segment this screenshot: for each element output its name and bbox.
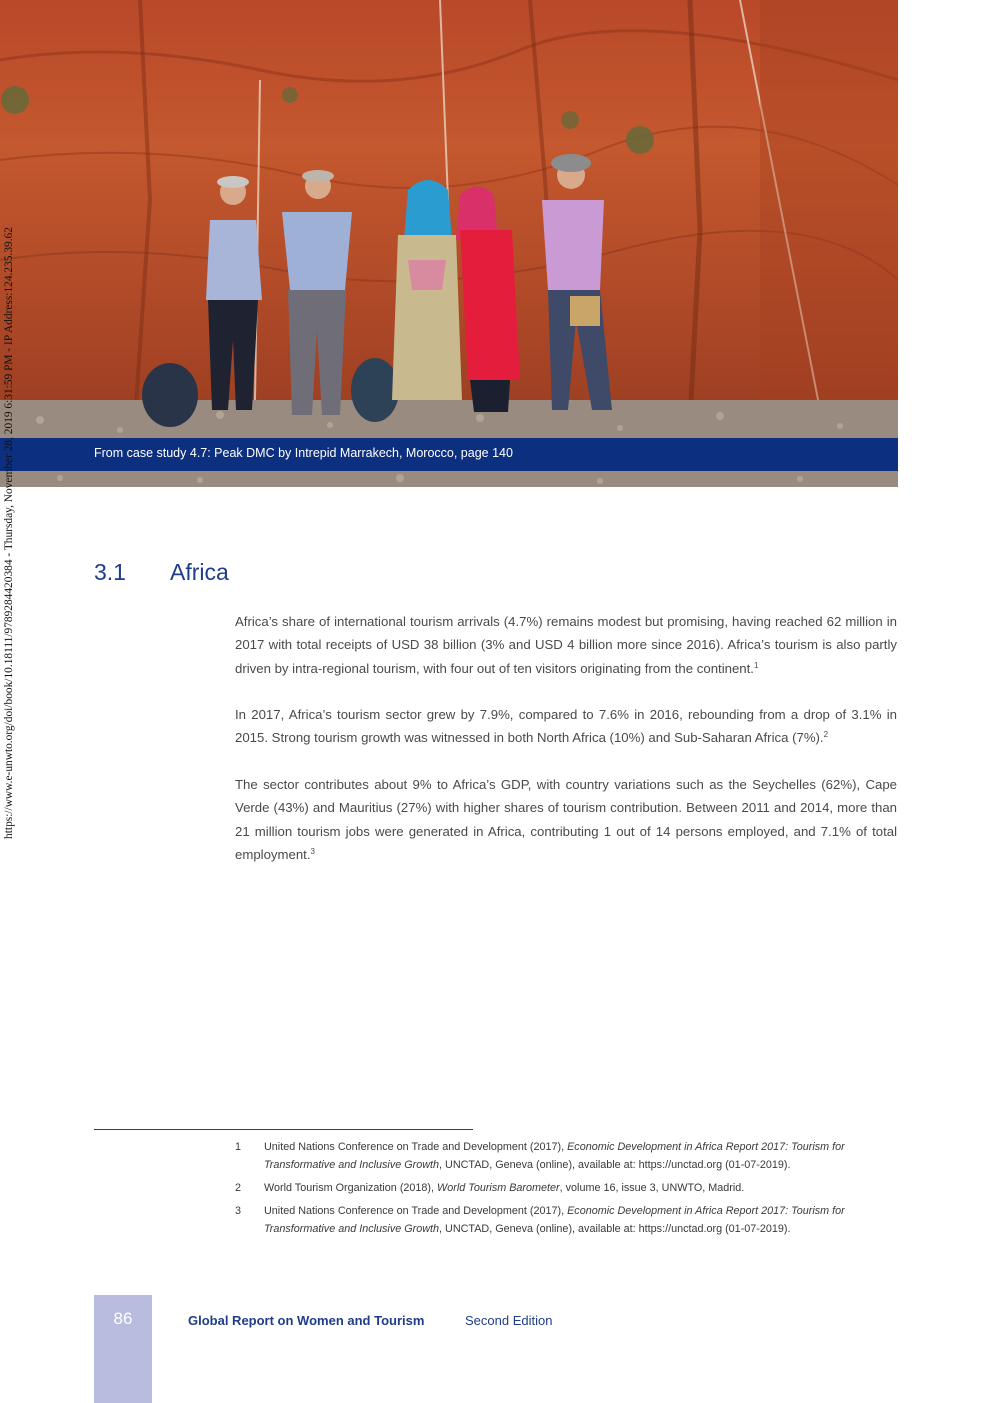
person-figure (282, 170, 352, 415)
footnote-marker[interactable]: 3 (310, 846, 315, 856)
footnote-number: 3 (235, 1205, 242, 1217)
footer-edition: Second Edition (465, 1313, 553, 1328)
footnotes (235, 1138, 897, 1243)
footnote-text: United Nations Conference on Trade and Development (2017), Economic Development in Africa Report 2017: Tourism for Transformative and Inclusive Growth, UNCTAD, Geneva (online), available at: https://unctad.org (01-07-2019). (264, 1141, 845, 1171)
hero-photo (0, 0, 898, 487)
person-figure (392, 180, 462, 400)
footnote-marker[interactable]: 2 (823, 730, 829, 740)
footnote (235, 1138, 897, 1174)
footnote-number: 1 (235, 1141, 242, 1153)
footnote-text: World Tourism Organization (2018), World Tourism Barometer, volume 16, issue 3, UNWTO, Madrid. (264, 1182, 745, 1194)
footnote-marker[interactable]: 1 (753, 660, 759, 670)
paragraph: In 2017, Africa’s tourism sector grew by 7.9%, compared to 7.6% in 2016, rebounding from a drop of 3.1% in 2015. Strong tourism growth was witnessed in both North Africa (10%) and Sub-Saharan Africa (7%).$^2$ (235, 707, 897, 746)
hero-illustration (0, 0, 898, 487)
paragraph: Africa’s share of international tourism arrivals (4.7%) remains modest but promising, having reached 62 million in 2017 with total receipts of USD 38 billion (3% and USD 4 billion more since 2016). Africa’s tourism is also partly driven by intra-regional tourism, with four out of ten visitors originating from the continent.$^1$ (235, 614, 897, 676)
footnote-divider (94, 1129, 473, 1130)
footnote (235, 1202, 897, 1238)
footnote-text: United Nations Conference on Trade and Development (2017), Economic Development in Africa Report 2017: Tourism for Transformative and Inclusive Growth, UNCTAD, Geneva (online), available at: https://unctad.org (01-07-2019). (264, 1205, 845, 1235)
section-number: 3.1 (94, 559, 126, 585)
access-stamp (0, 0, 18, 1065)
person-figure (206, 176, 262, 410)
body-text (235, 610, 897, 890)
photo-caption: From case study 4.7: Peak DMC by Intrepid Marrakech, Morocco, page 140 (94, 446, 513, 460)
access-stamp-text: https://www.e-unwto.org/doi/book/10.18111/9789284420384 - Thursday, November 28, 2019 6:31:59 PM - IP Address:124.235.39.62 (3, 226, 15, 839)
page-number-box (94, 1295, 152, 1403)
footer-report-title: Global Report on Women and Tourism (188, 1313, 425, 1328)
photo-caption-bar (0, 438, 898, 471)
footnote (235, 1179, 897, 1197)
person-figure (542, 154, 612, 410)
section-title: Africa (170, 559, 229, 585)
footnote-number: 2 (235, 1182, 242, 1194)
paragraph: The sector contributes about 9% to Africa’s GDP, with country variations such as the Seychelles (62%), Cape Verde (43%) and Mauritius (27%) with higher shares of tourism contribution. Between 2011 and 2014, more than 21 million tourism jobs were generated in Africa, contributing 1 out of 14 persons employed, and 7.1% of total employment.$^3$ (235, 777, 897, 862)
person-figure (456, 187, 520, 413)
page-number: 86 (113, 1309, 133, 1328)
